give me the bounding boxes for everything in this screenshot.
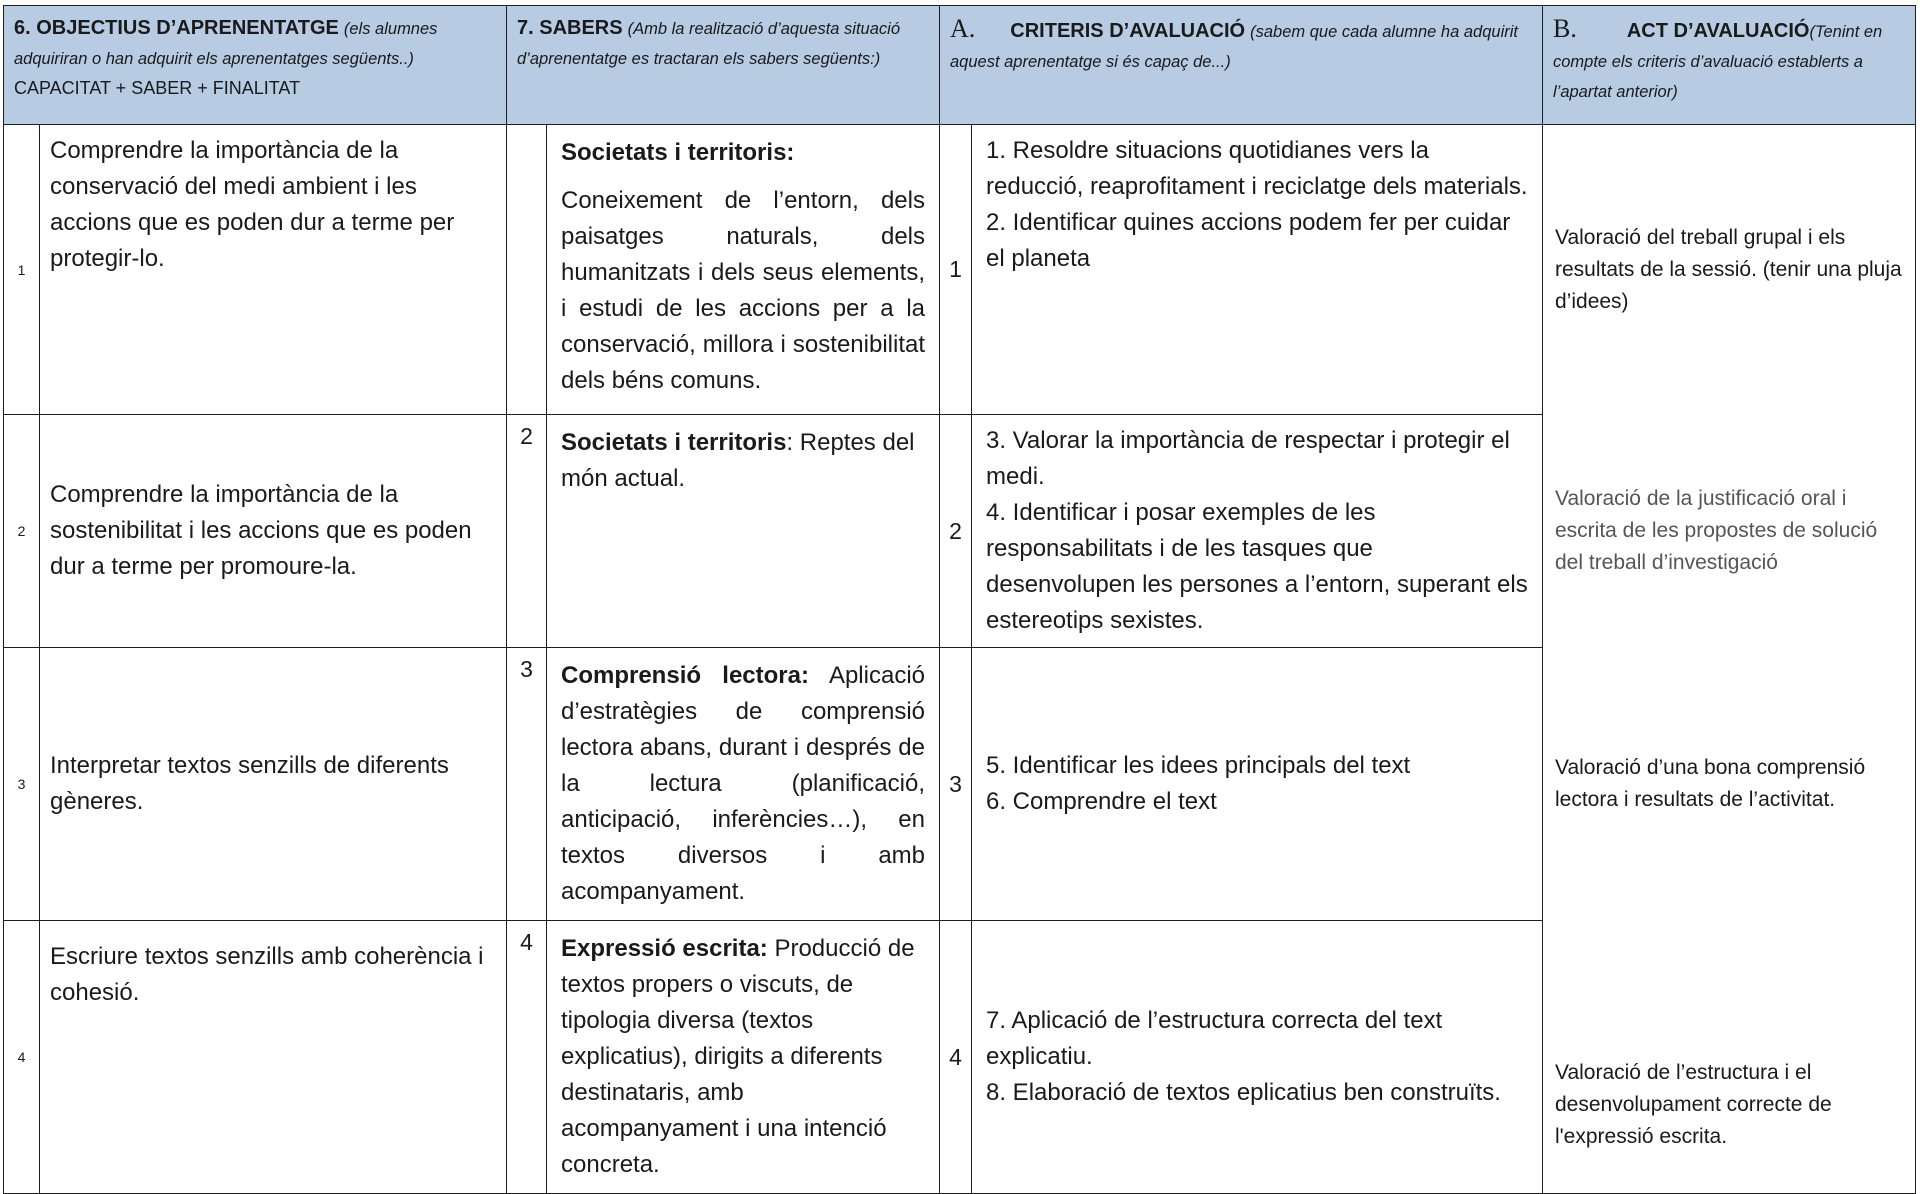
criteria-number: 3 bbox=[940, 648, 972, 921]
header-sabers bbox=[507, 6, 940, 125]
saber-text: Aplicació d’estratègies de comprensió lectora abans, durant i després de la lectura (planificació, anticipació, inferències…), en textos diversos i amb acompanyament. bbox=[561, 662, 925, 905]
header-row bbox=[4, 6, 1916, 125]
criterion-item: 3. Valorar la importància de respectar i protegir el medi. bbox=[986, 427, 1510, 490]
table-row bbox=[4, 648, 1916, 921]
evaluation-text: Valoració de la justificació oral i escrita de les propostes de solució del treball d’investigació bbox=[1555, 487, 1878, 574]
saber-cell bbox=[547, 921, 940, 1194]
saber-title: Expressió escrita: bbox=[561, 935, 768, 962]
header-criteria-letter: A. bbox=[950, 14, 976, 43]
row-number: 1 bbox=[4, 125, 40, 415]
criteria-cell bbox=[972, 125, 1543, 415]
evaluation-text: Valoració del treball grupal i els resultats de la sessió. (tenir una pluja d’idees) bbox=[1555, 225, 1902, 313]
criterion-item: 1. Resoldre situacions quotidianes vers la reducció, reaprofitament i reciclatge dels materials. bbox=[986, 137, 1528, 200]
saber-title: Comprensió lectora: bbox=[561, 662, 809, 689]
row-number: 2 bbox=[4, 415, 40, 648]
saber-number: 3 bbox=[507, 648, 547, 921]
header-act-title: ACT D’AVALUACIÓ bbox=[1626, 20, 1810, 42]
saber-number: 2 bbox=[507, 415, 547, 648]
criterion-item: 7. Aplicació de l’estructura correcta del text explicatiu. bbox=[986, 1007, 1443, 1070]
criteria-number: 1 bbox=[940, 125, 972, 415]
evaluation-text: Valoració de l’estructura i el desenvolupament correcte de l'expressió escrita. bbox=[1555, 1061, 1832, 1148]
saber-cell bbox=[547, 415, 940, 648]
header-sabers-title: 7. SABERS bbox=[517, 17, 623, 39]
header-objectives bbox=[4, 6, 507, 125]
saber-number bbox=[507, 125, 547, 415]
header-act-letter: B. bbox=[1553, 14, 1577, 43]
row-number: 4 bbox=[4, 921, 40, 1194]
criteria-cell bbox=[972, 921, 1543, 1194]
table-row bbox=[4, 921, 1916, 1194]
table-row bbox=[4, 125, 1916, 415]
saber-text: Coneixement de l’entorn, dels paisatges naturals, dels humanitzats i dels seus elements, i estudi de les accions per a la conservació, millora i sostenibilitat dels béns comuns. bbox=[561, 187, 925, 394]
evaluation-act-cell bbox=[1543, 921, 1916, 1194]
table-row bbox=[4, 415, 1916, 648]
saber-number: 4 bbox=[507, 921, 547, 1194]
evaluation-text: Valoració d’una bona comprensió lectora i resultats de l’activitat. bbox=[1555, 756, 1866, 811]
criterion-item: 5. Identificar les idees principals del text bbox=[986, 752, 1411, 779]
header-sabers-note: (Amb la realització d’aquesta situació d’aprenentatge es tractaran els sabers següents:) bbox=[517, 20, 900, 68]
learning-situation-table bbox=[3, 5, 1916, 1194]
header-objectives-sub: CAPACITAT + SABER + FINALITAT bbox=[14, 78, 301, 98]
objective-cell: Escriure textos senzills amb coherència i cohesió. bbox=[40, 921, 507, 1194]
header-criteria bbox=[940, 6, 1543, 125]
criteria-cell bbox=[972, 648, 1543, 921]
header-act-note: (Tenint en compte els criteris d’avaluació establerts a l’apartat anterior) bbox=[1553, 23, 1883, 101]
criteria-number: 2 bbox=[940, 415, 972, 648]
saber-text: Producció de textos propers o viscuts, de tipologia diversa (textos explicatius), dirigits a diferents destinataris, amb acompanyament i una intenció concreta. bbox=[561, 935, 915, 1178]
saber-text: : Reptes del món actual. bbox=[561, 429, 915, 492]
header-criteria-title: CRITERIS D’AVALUACIÓ bbox=[1010, 20, 1246, 42]
objective-cell: Comprendre la importància de la sostenibilitat i les accions que es poden dur a terme per promoure-la. bbox=[40, 415, 507, 648]
saber-title: Societats i territoris: bbox=[561, 139, 795, 166]
saber-cell bbox=[547, 648, 940, 921]
evaluation-act-cell bbox=[1543, 125, 1916, 415]
evaluation-act-cell bbox=[1543, 415, 1916, 648]
evaluation-act-cell bbox=[1543, 648, 1916, 921]
criterion-item: 2. Identificar quines accions podem fer per cuidar el planeta bbox=[986, 209, 1511, 272]
header-objectives-note: (els alumnes adquiriran o han adquirit els aprenentatges següents..) bbox=[14, 20, 438, 68]
saber-cell bbox=[547, 125, 940, 415]
criterion-item: 8. Elaboració de textos eplicatius ben construïts. bbox=[986, 1079, 1501, 1106]
row-number: 3 bbox=[4, 648, 40, 921]
criteria-number: 4 bbox=[940, 921, 972, 1194]
criterion-item: 4. Identificar i posar exemples de les responsabilitats i de les tasques que desenvolupen les persones a l’entorn, superant els estereotips sexistes. bbox=[986, 499, 1528, 634]
criterion-item: 6. Comprendre el text bbox=[986, 788, 1217, 815]
criteria-cell bbox=[972, 415, 1543, 648]
objective-cell: Interpretar textos senzills de diferents gèneres. bbox=[40, 648, 507, 921]
saber-title: Societats i territoris bbox=[561, 429, 787, 456]
objective-cell: Comprendre la importància de la conservació del medi ambient i les accions que es poden dur a terme per protegir-lo. bbox=[40, 125, 507, 415]
header-criteria-note: (sabem que cada alumne ha adquirit aquest aprenentatge si és capaç de...) bbox=[950, 23, 1518, 71]
header-objectives-title: 6. OBJECTIUS D’APRENENTATGE bbox=[14, 17, 339, 39]
header-evaluation-act bbox=[1543, 6, 1916, 125]
